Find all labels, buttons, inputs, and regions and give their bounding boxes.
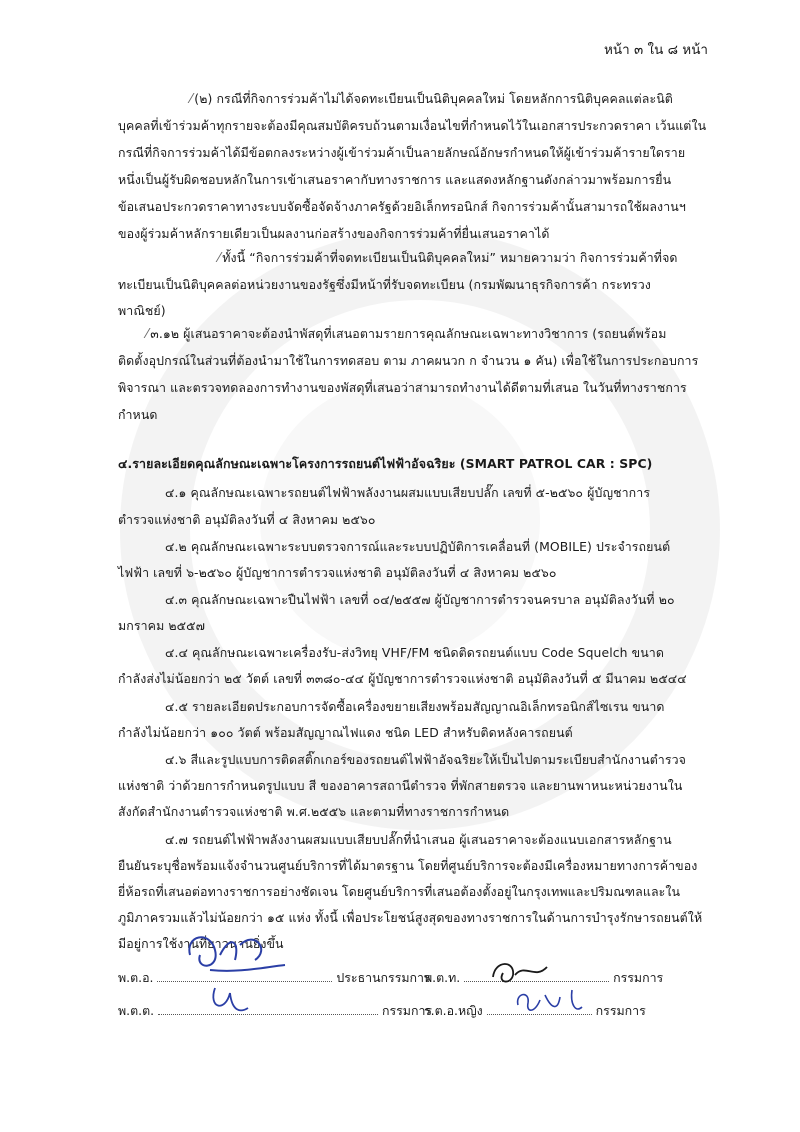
sig-role-2: กรรมการ: [613, 970, 664, 985]
note-line-1: [218, 249, 678, 268]
para-312-line-2: ติดตั้งอุปกรณ์ในส่วนที่ต้องนำมาใช้ในการทดสอบ ตาม ภาคผนวก ก จำนวน ๑ คัน) เพื่อใช้ในการประกอบการ: [118, 353, 699, 368]
para-b-line-6: ของผู้ร่วมค้าหลักรายเดียวเป็นผลงานก่อสร้างของกิจการร่วมค้าที่ยื่นเสนอราคาได้: [118, 226, 550, 241]
item-4-6-line-1: ๔.๖ สีและรูปแบบการติดสติ๊กเกอร์ของรถยนต์ไฟฟ้าอัจฉริยะให้เป็นไปตามระเบียบสำนักงานตำรวจ: [165, 752, 686, 767]
signature-row-2-left: [118, 1002, 432, 1021]
sig-role-3: กรรมการ: [381, 1003, 433, 1018]
note-line-1-text: ทั้งนี้ “กิจการร่วมค้าที่จดทะเบียนเป็นนิติบุคคลใหม่” หมายความว่า กิจการร่วมค้าที่จด: [222, 250, 678, 265]
item-4-5-line-2: กำลังไม่น้อยกว่า ๑๐๐ วัตต์ พร้อมสัญญาณไฟแดง ชนิด LED สำหรับติดหลังคารถยนต์: [118, 725, 573, 740]
handwritten-signature-2: [200, 983, 260, 1018]
sig-role-1: ประธานกรรมการ: [336, 970, 431, 985]
item-4-7-line-4: ภูมิภาครวมแล้วไม่น้อยกว่า ๑๕ แห่ง ทั้งนี้ เพื่อประโยชน์สูงสุดของทางราชการในด้านการบำรุงรักษารถยนต์ให้: [118, 910, 703, 925]
para-312-line-4: กำหนด: [118, 407, 158, 422]
sig-role-4: กรรมการ: [595, 1003, 646, 1018]
para-b-line-1: [190, 90, 673, 109]
signature-line: [158, 1004, 378, 1015]
sig-rank-4: ร.ต.อ.หญิง: [424, 1003, 483, 1018]
item-4-1-line-1: ๔.๑ คุณลักษณะเฉพาะรถยนต์ไฟฟ้าพลังงานผสมแบบเสียบปลั๊ก เลขที่ ๕-๒๕๖๐ ผู้บัญชาการ: [165, 485, 651, 500]
item-4-7-line-1: ๔.๗ รถยนต์ไฟฟ้าพลังงานผสมแบบเสียบปลั๊กที่นำเสนอ ผู้เสนอราคาจะต้องแนบเอกสารหลักฐาน: [165, 832, 672, 847]
para-b-line-3: กรณีที่กิจการร่วมค้าได้มีข้อตกลงระหว่างผู้เข้าร่วมค้าเป็นลายลักษณ์อักษรกำหนดให้ผู้เข้าร่วมค้ารายใดราย: [118, 145, 686, 160]
sig-rank-2: พ.ต.ท.: [424, 970, 461, 985]
item-4-3-line-1: ๔.๓ คุณลักษณะเฉพาะปืนไฟฟ้า เลขที่ ๐๔/๒๕๕๗ ผู้บัญชาการตำรวจนครบาล อนุมัติลงวันที่ ๒๐: [165, 592, 675, 607]
item-4-2-line-1: ๔.๒ คุณลักษณะเฉพาะระบบตรวจการณ์และระบบปฏิบัติการเคลื่อนที่ (MOBILE) ประจำรถยนต์: [165, 539, 671, 554]
item-4-7-line-3: ยี่ห้อรถที่เสนอต่อทางราชการอย่างชัดเจน โดยศูนย์บริการที่เสนอต้องตั้งอยู่ในกรุงเทพและปริมณฑลและใน: [118, 884, 681, 899]
para-b-line-1-text: (๒) กรณีที่กิจการร่วมค้าไม่ได้จดทะเบียนเป็นนิติบุคคลใหม่ โดยหลักการนิติบุคคลแต่ละนิติ: [194, 91, 673, 106]
item-4-6-line-2: แห่งชาติ ว่าด้วยการกำหนดรูปแบบ สี ของอาคารสถานีตำรวจ ที่พักสายตรวจ และยานพาหนะหน่วยงานใน: [118, 778, 683, 793]
sig-rank-3: พ.ต.ต.: [118, 1003, 155, 1018]
para-312-line-3: พิจารณา และตรวจทดลองการทำงานของพัสดุที่เสนอว่าสามารถทำงานได้ดีตามที่เสนอ ในวันที่ทางราชการ: [118, 380, 687, 395]
sig-rank-1: พ.ต.อ.: [118, 970, 154, 985]
para-b-line-2: บุคคลที่เข้าร่วมค้าทุกรายจะต้องมีคุณสมบัติครบถ้วนตามเงื่อนไขที่กำหนดไว้ในเอกสารประกวดราคา เว้นแต่ใน: [118, 118, 707, 133]
para-312-line-1-text: ๓.๑๒ ผู้เสนอราคาจะต้องนำพัสดุที่เสนอตามรายการคุณลักษณะเฉพาะทางวิชาการ (รถยนต์พร้อม: [150, 326, 667, 341]
item-4-4-line-2: กำลังส่งไม่น้อยกว่า ๒๕ วัตต์ เลขที่ ๓๓๘๐-๔๔ ผู้บัญชาการตำรวจแห่งชาติ อนุมัติลงวันที่ ๕ มีนาคม ๒๕๔๔: [118, 671, 687, 686]
item-4-6-line-3: สังกัดสำนักงานตำรวจแห่งชาติ พ.ศ.๒๕๕๖ และตามที่ทางราชการกำหนด: [118, 804, 510, 819]
item-4-4-line-1: ๔.๔ คุณลักษณะเฉพาะเครื่องรับ-ส่งวิทยุ VHF/FM ชนิดติดรถยนต์แบบ Code Squelch ขนาด: [165, 645, 665, 660]
page-number: หน้า ๓ ใน ๘ หน้า: [603, 42, 708, 58]
item-4-5-line-1: ๔.๕ รายละเอียดประกอบการจัดซื้อเครื่องขยายเสียงพร้อมสัญญาณอิเล็กทรอนิกส์ไซเรน ขนาด: [165, 699, 665, 714]
note-line-3: พาณิชย์): [118, 303, 166, 318]
para-b-line-5: ข้อเสนอประกวดราคาทางระบบจัดซื้อจัดจ้างภาครัฐด้วยอิเล็กทรอนิกส์ กิจการร่วมค้านั้นสามารถใช้ผลงานฯ: [118, 199, 686, 214]
check-mark-icon: ⁄: [146, 327, 149, 342]
handwritten-signature-4: [510, 985, 590, 1020]
section-4-heading: ๔.รายละเอียดคุณลักษณะเฉพาะโครงการรถยนต์ไฟฟ้าอัจฉริยะ (SMART PATROL CAR : SPC): [118, 456, 653, 471]
item-4-1-line-2: ตำรวจแห่งชาติ อนุมัติลงวันที่ ๔ สิงหาคม ๒๕๖๐: [118, 512, 376, 527]
item-4-3-line-2: มกราคม ๒๕๕๗: [118, 618, 206, 633]
para-b-line-4: หนึ่งเป็นผู้รับผิดชอบหลักในการเข้าเสนอราคากับทางราชการ และแสดงหลักฐานดังกล่าวมาพร้อมการยื่น: [118, 172, 672, 187]
note-line-2: ทะเบียนเป็นนิติบุคคลต่อหน่วยงานของรัฐซึ่งมีหน้าที่รับจดทะเบียน (กรมพัฒนาธุรกิจการค้า กระทรวง: [118, 277, 651, 292]
handwritten-signature-1: [180, 925, 290, 980]
item-4-7-line-2: ยืนยันระบุชื่อพร้อมแจ้งจำนวนศูนย์บริการที่ได้มาตรฐาน โดยที่ศูนย์บริการจะต้องมีเครื่องหมายทางการค้าของ: [118, 858, 698, 873]
check-mark-icon: ⁄: [190, 92, 193, 107]
para-312-line-1: [146, 325, 667, 344]
item-4-7-line-5: มีอยู่การใช้งานที่ยาวนานยิ่งขึ้น: [118, 936, 284, 951]
item-4-2-line-2: ไฟฟ้า เลขที่ ๖-๒๕๖๐ ผู้บัญชาการตำรวจแห่งชาติ อนุมัติลงวันที่ ๔ สิงหาคม ๒๕๖๐: [118, 565, 557, 580]
check-mark-icon: ⁄: [218, 251, 221, 266]
